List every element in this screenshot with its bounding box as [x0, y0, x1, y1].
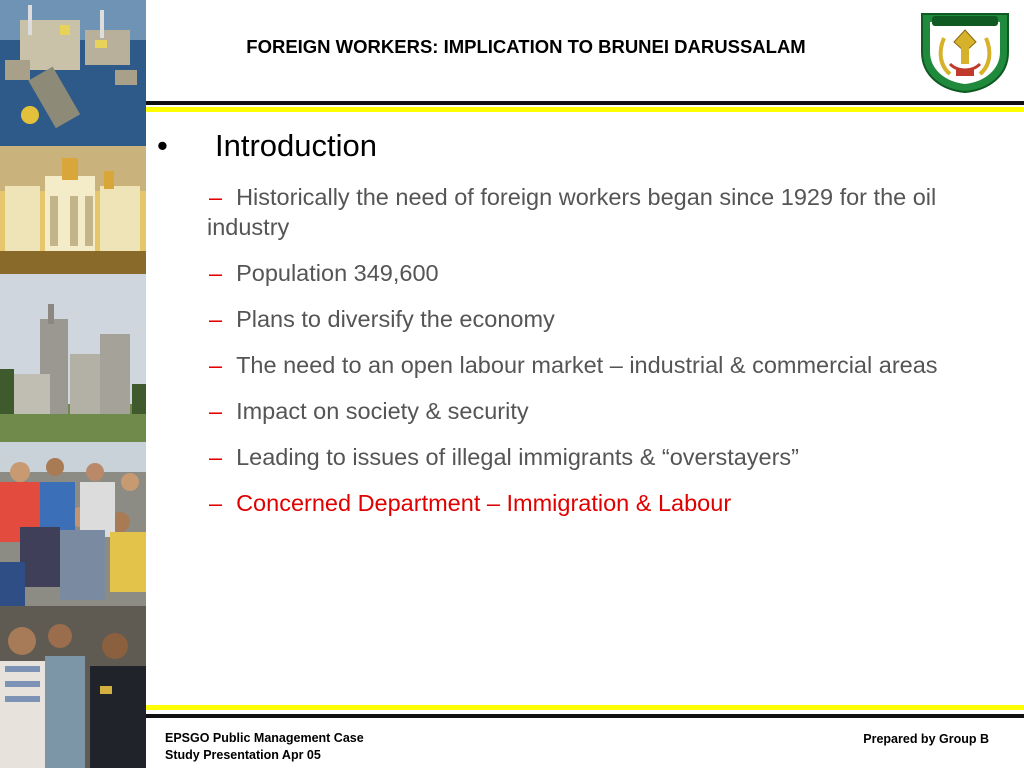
photo-strip [0, 0, 146, 768]
government-building-photo [0, 146, 146, 274]
list-item: – Population 349,600 [209, 260, 439, 286]
oil-platform-photo [0, 0, 146, 146]
main-bullet [157, 128, 377, 164]
detained-immigrants-photo [0, 606, 146, 768]
university-crest-icon [916, 8, 1014, 94]
workers-crowd-photo [0, 442, 146, 606]
bullet-icon: • [157, 128, 168, 163]
dash-icon: – [209, 444, 223, 470]
header-rule-yellow [146, 107, 1024, 112]
dash-icon: – [209, 260, 223, 286]
dash-icon: – [209, 398, 223, 424]
footer-author-label: Prepared by Group B [863, 732, 989, 746]
list-item-highlighted: – Concerned Department – Immigration & Labour [209, 490, 732, 516]
sub-bullet-list [207, 182, 997, 534]
dash-icon: – [209, 306, 223, 332]
header-rule-black [146, 101, 1024, 105]
footer-course-label: EPSGO Public Management Case Study Presentation Apr 05 [165, 731, 364, 762]
dash-icon: – [209, 352, 223, 378]
footer-rule-black [146, 714, 1024, 718]
list-item: – Plans to diversify the economy [209, 306, 555, 332]
slide-title: FOREIGN WORKERS: IMPLICATION TO BRUNEI DARUSSALAM [246, 36, 806, 57]
list-item: – Impact on society & security [209, 398, 529, 424]
dash-icon: – [209, 184, 223, 210]
list-item: – Leading to issues of illegal immigrants & “overstayers” [209, 444, 800, 470]
dash-icon: – [209, 490, 223, 516]
section-heading: Introduction [215, 128, 377, 163]
factory-photo [0, 274, 146, 442]
list-item: – Historically the need of foreign workers began since 1929 for the oil industry [207, 184, 937, 240]
footer-rule-yellow [146, 705, 1024, 710]
list-item: – The need to an open labour market – industrial & commercial areas [209, 352, 938, 378]
